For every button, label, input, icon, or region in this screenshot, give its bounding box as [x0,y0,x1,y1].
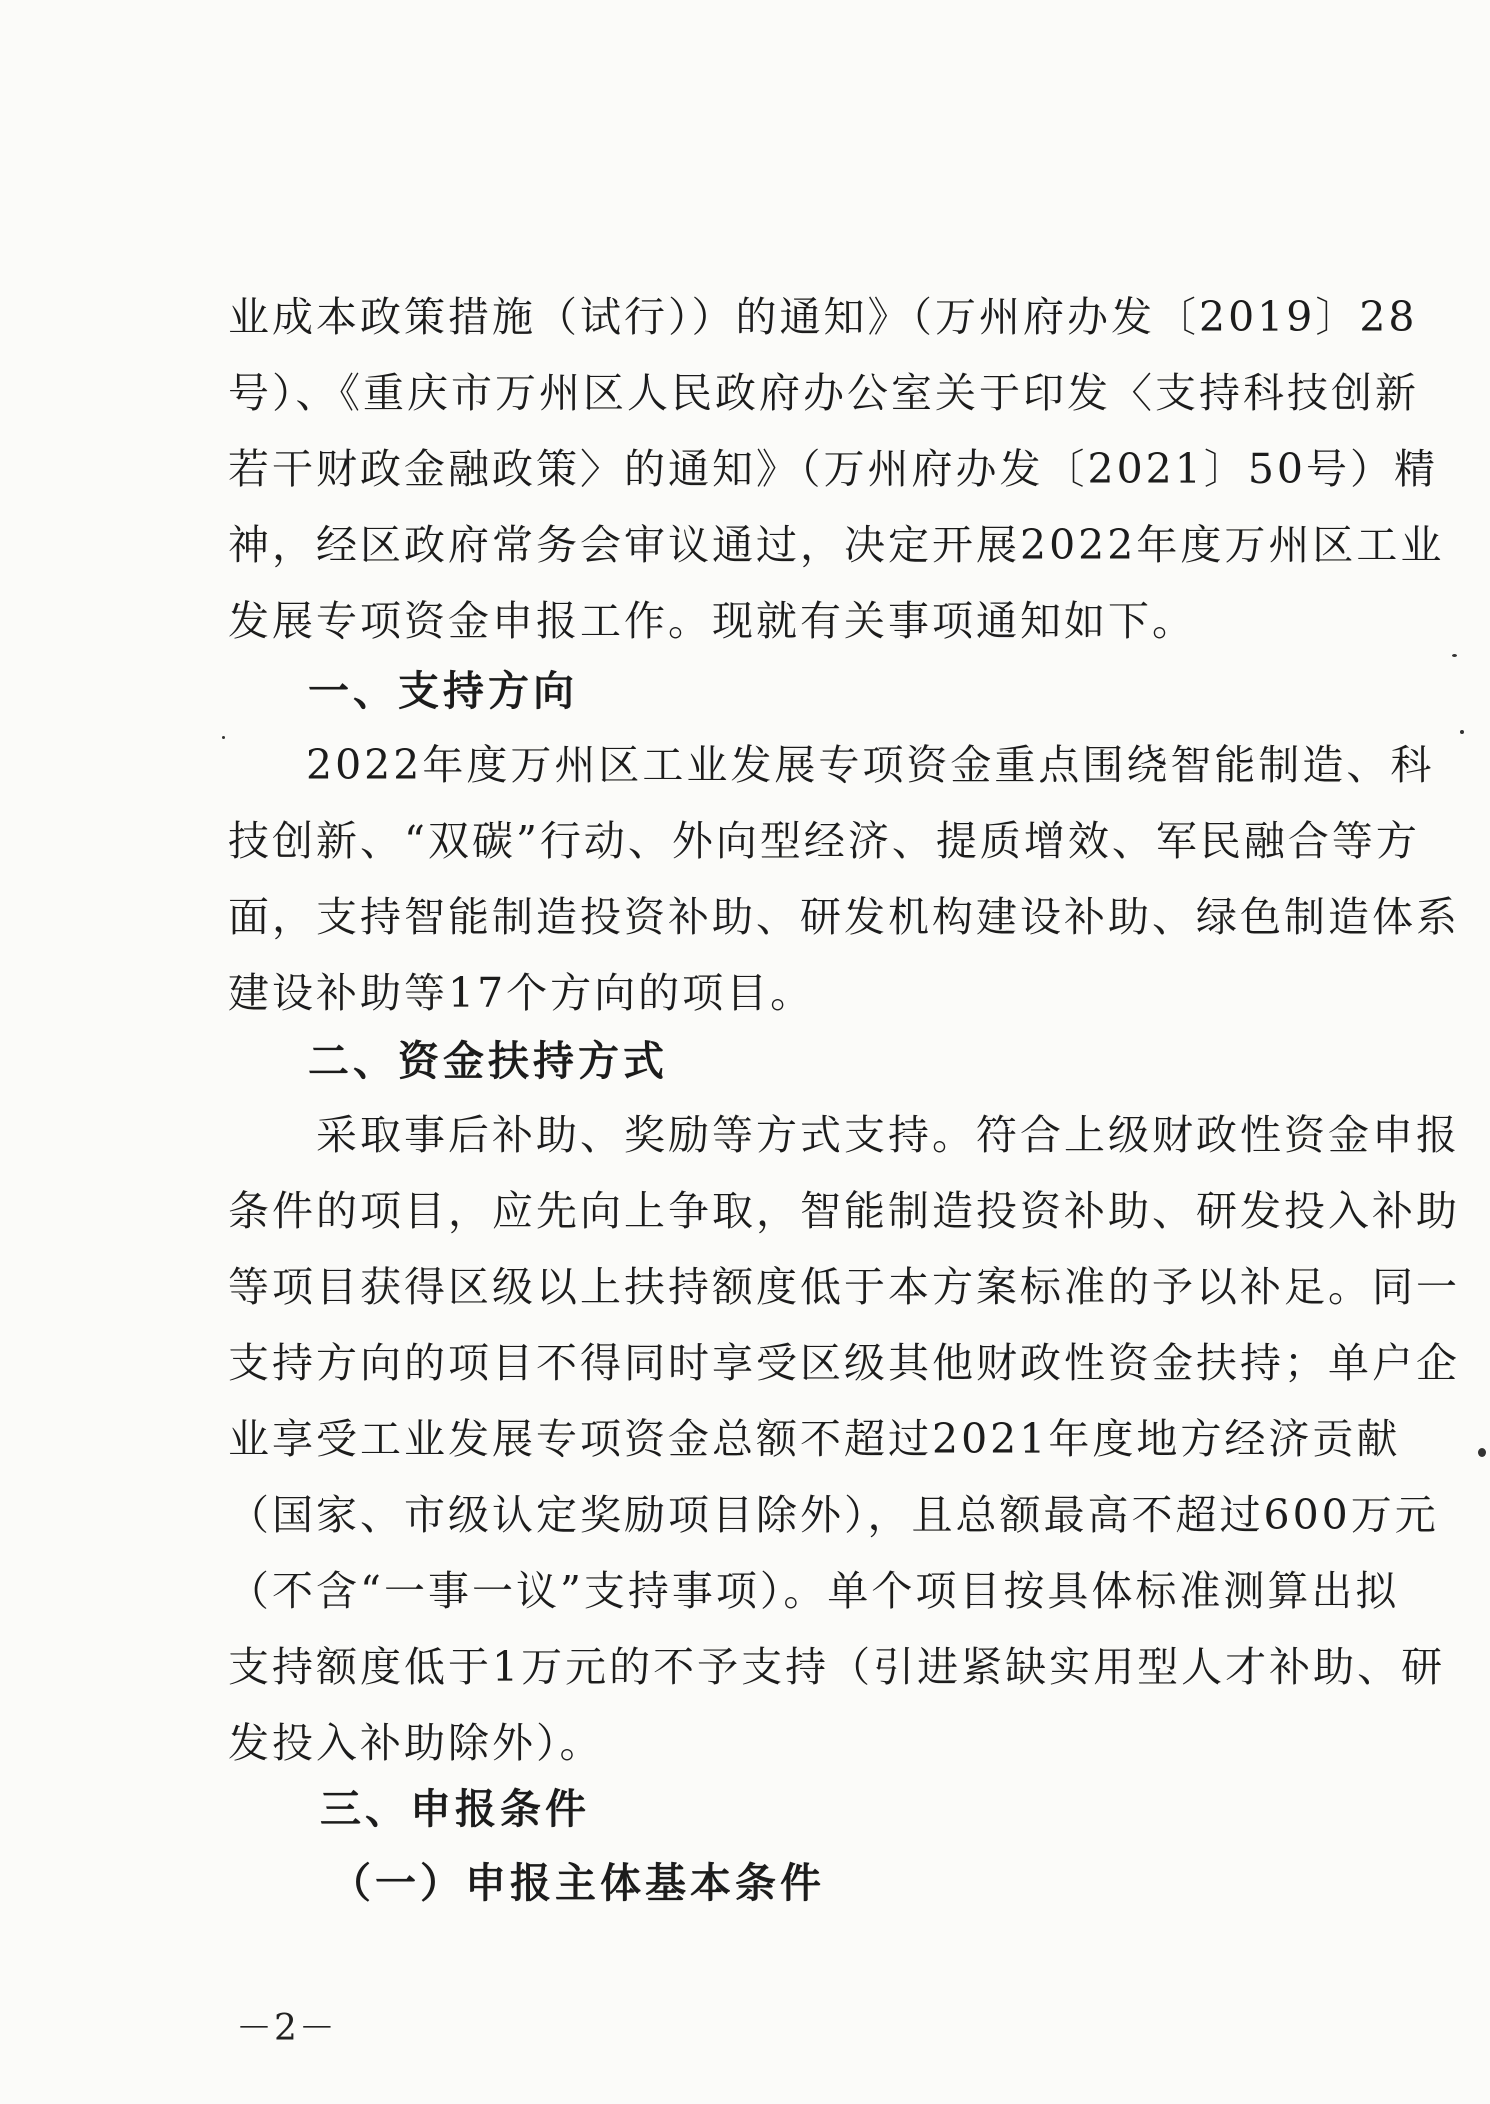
section-heading-2: 二、资金扶持方式 [308,1037,668,1085]
body-line: 业享受工业发展专项资金总额不超过2021年度地方经济贡献 [228,1415,1401,1463]
body-line: 条件的项目，应先向上争取，智能制造投资补助、研发投入补助 [228,1187,1460,1235]
subsection-heading: （一）申报主体基本条件 [330,1859,825,1907]
body-line: 采取事后补助、奖励等方式支持。符合上级财政性资金申报 [316,1111,1460,1159]
body-line: 技创新、“双碳”行动、外向型经济、提质增效、军民融合等方 [228,817,1420,865]
body-line: 面，支持智能制造投资补助、研发机构建设补助、绿色制造体系 [228,893,1460,941]
body-line: 支持额度低于1万元的不予支持（引进紧缺实用型人才补助、研 [228,1643,1446,1691]
body-line: 业成本政策措施（试行））的通知》（万州府办发〔2019〕28 [228,293,1418,341]
body-line: （不含“一事一议”支持事项）。单个项目按具体标准测算出拟 [228,1567,1400,1615]
body-line: （国家、市级认定奖励项目除外），且总额最高不超过600万元 [228,1491,1439,1539]
body-line: 支持方向的项目不得同时享受区级其他财政性资金扶持；单户企 [228,1339,1460,1387]
body-line: 神，经区政府常务会审议通过，决定开展2022年度万州区工业 [228,521,1445,569]
body-line: 若干财政金融政策〉的通知》（万州府办发〔2021〕50号）精 [228,445,1439,493]
scan-speck [1460,730,1464,734]
scan-speck [222,736,225,739]
body-line: 发展专项资金申报工作。现就有关事项通知如下。 [228,597,1196,645]
scan-speck [1452,654,1457,657]
body-line: 号）、《重庆市万州区人民政府办公室关于印发〈支持科技创新 [228,369,1419,417]
body-line: 等项目获得区级以上扶持额度低于本方案标准的予以补足。同一 [228,1263,1460,1311]
page-number: －2－ [236,2008,337,2049]
body-line: 2022年度万州区工业发展专项资金重点围绕智能制造、科 [306,741,1435,789]
body-line: 发投入补助除外）。 [228,1719,604,1767]
body-line: 建设补助等17个方向的项目。 [228,969,815,1017]
scan-speck [1478,1448,1486,1457]
section-heading-3: 三、申报条件 [320,1785,590,1833]
section-heading-1: 一、支持方向 [308,667,578,715]
